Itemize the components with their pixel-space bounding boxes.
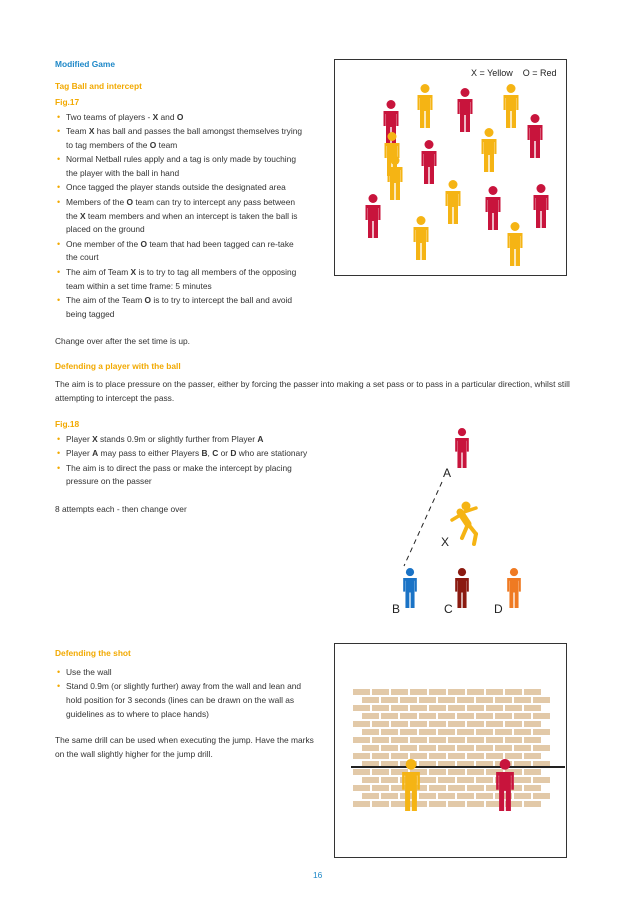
bullet-text: team can try to intercept any pass between the <box>66 196 296 221</box>
page-number: 16 <box>313 870 323 880</box>
bullet-item <box>55 666 307 680</box>
bullet-item <box>55 433 317 447</box>
bullet-text: One member of the <box>66 238 141 249</box>
person-figure-icon <box>418 84 433 128</box>
section-heading-defending-shot: Defending the shot <box>55 648 131 658</box>
bullet-item <box>55 462 317 490</box>
wall-drill-svg <box>335 644 566 857</box>
bullet-text: X <box>92 434 98 444</box>
person-figure-icon <box>422 140 437 184</box>
bullet-item <box>55 294 307 322</box>
fig-18-label: Fig.18 <box>55 419 80 429</box>
bullet-text: O <box>126 196 134 207</box>
person-figure-icon <box>446 180 461 224</box>
bullet-text: The aim of Team <box>66 266 131 277</box>
jumping-player-icon <box>452 502 476 545</box>
bullet-item <box>55 447 317 461</box>
person-figure-icon <box>455 568 469 608</box>
bullet-item <box>55 125 307 153</box>
bullet-text: Player <box>66 434 93 444</box>
bullet-text: team members and when an intercept is taken the ball is placed on the ground <box>66 210 298 235</box>
team-color-legend: X = Yellow O = Red <box>471 68 557 78</box>
bullet-text: is to try to tag all members of the opposing team within a set time frame: 5 minutes <box>66 266 297 291</box>
bullet-text: The aim of the Team <box>66 294 145 305</box>
pass-line-dashed <box>404 482 442 566</box>
bullet-text: and <box>158 112 177 122</box>
person-figure-icon <box>504 84 519 128</box>
label-d: D <box>494 602 503 616</box>
bullet-text: Members of the <box>66 196 127 207</box>
bullet-text: Once tagged the player stands outside the designated area <box>66 182 286 193</box>
person-figure-icon <box>366 194 381 238</box>
wall-drill-diagram <box>334 643 567 858</box>
bullet-item <box>55 266 307 294</box>
bullet-text: O <box>176 112 184 122</box>
bullet-text: O <box>140 238 147 249</box>
bullet-text: B <box>201 448 208 459</box>
section3-bullet-list <box>55 666 307 722</box>
person-figure-icon <box>482 128 497 172</box>
person-figure-icon <box>455 428 469 468</box>
bullet-text: may pass to either Players <box>98 448 202 459</box>
person-figure-icon <box>534 184 549 228</box>
section2-intro: The aim is to place pressure on the passer, either by forcing the passer into making a set pass or to pass in a particular direction, whilst still attempting to intercept the pass. <box>55 379 570 403</box>
person-figure-icon <box>528 114 543 158</box>
person-figure-icon <box>508 222 523 266</box>
bullet-text: Normal Netball rules apply and a tag is only made by touching the player with the ball in hand <box>66 154 296 179</box>
bullet-text: X <box>88 126 95 137</box>
fig-17-svg <box>335 60 566 275</box>
section1-bullet-list <box>55 111 307 322</box>
person-figure-icon <box>414 216 429 260</box>
fig-18-svg <box>380 420 540 620</box>
bullet-text: who are stationary <box>236 448 308 459</box>
bullet-item <box>55 111 307 125</box>
bullet-text: is to try to intercept the ball and avoid being tagged <box>66 294 293 319</box>
fig-18-diagram <box>380 420 540 620</box>
label-a: A <box>443 466 452 480</box>
section-heading-defending-player: Defending a player with the ball <box>55 361 181 371</box>
bullet-text: O <box>144 294 152 305</box>
bullet-item <box>55 153 307 181</box>
bullet-text: Player <box>66 448 93 459</box>
fig-17-diagram <box>334 59 567 276</box>
section1-closing: Change over after the set time is up. <box>55 336 191 346</box>
bullet-text: stands 0.9m or slightly further from Player <box>97 434 258 444</box>
bullet-text: Two teams of players - <box>66 112 153 122</box>
bullet-item <box>55 238 307 266</box>
label-x: X <box>441 535 450 549</box>
bullet-text: X <box>130 266 137 277</box>
person-figure-icon <box>403 568 417 608</box>
bullet-text: O <box>149 140 157 151</box>
bullet-text: X <box>79 210 86 221</box>
section2-closing: 8 attempts each - then change over <box>55 504 187 514</box>
bullet-text: The aim is to direct the pass or make the intercept by placing pressure on the passer <box>66 462 292 487</box>
section3-closing: The same drill can be used when executing the jump. Have the marks on the wall slightly higher for the jump drill. <box>55 735 314 759</box>
bullet-text: has ball and passes the ball amongst themselves trying to tag members of the <box>66 126 303 151</box>
section-heading-modified-game: Modified Game <box>55 59 116 69</box>
fig-17-label: Fig.17 <box>55 97 80 107</box>
bullet-text: Stand 0.9m (or slightly further) away from the wall and lean and hold position for 3 seconds (lines can be drawn on the wall as guidelines as to where to place hands) <box>66 681 302 719</box>
bullet-text: team that had been tagged can re-take the court <box>66 238 294 263</box>
bullet-item <box>55 196 307 237</box>
brick-wall <box>353 689 550 807</box>
bullet-text: D <box>230 448 237 459</box>
bullet-text: C <box>212 448 219 459</box>
bullet-item <box>55 680 307 721</box>
bullet-text: A <box>257 434 264 444</box>
bullet-text: , <box>207 448 213 459</box>
section2-bullet-list <box>55 433 317 490</box>
bullet-text: Team <box>66 126 89 137</box>
subheading-tag-ball: Tag Ball and intercept <box>55 81 142 91</box>
label-b: B <box>392 602 401 616</box>
bullet-text: Use the wall <box>66 667 112 677</box>
person-figure-icon <box>458 88 473 132</box>
person-figure-icon <box>486 186 501 230</box>
bullet-text: team <box>156 140 178 151</box>
bullet-text: or <box>218 448 231 459</box>
bullet-item <box>55 181 307 195</box>
label-c: C <box>444 602 453 616</box>
person-figure-icon <box>507 568 521 608</box>
bullet-text: X <box>152 112 159 122</box>
bullet-text: A <box>92 448 99 459</box>
